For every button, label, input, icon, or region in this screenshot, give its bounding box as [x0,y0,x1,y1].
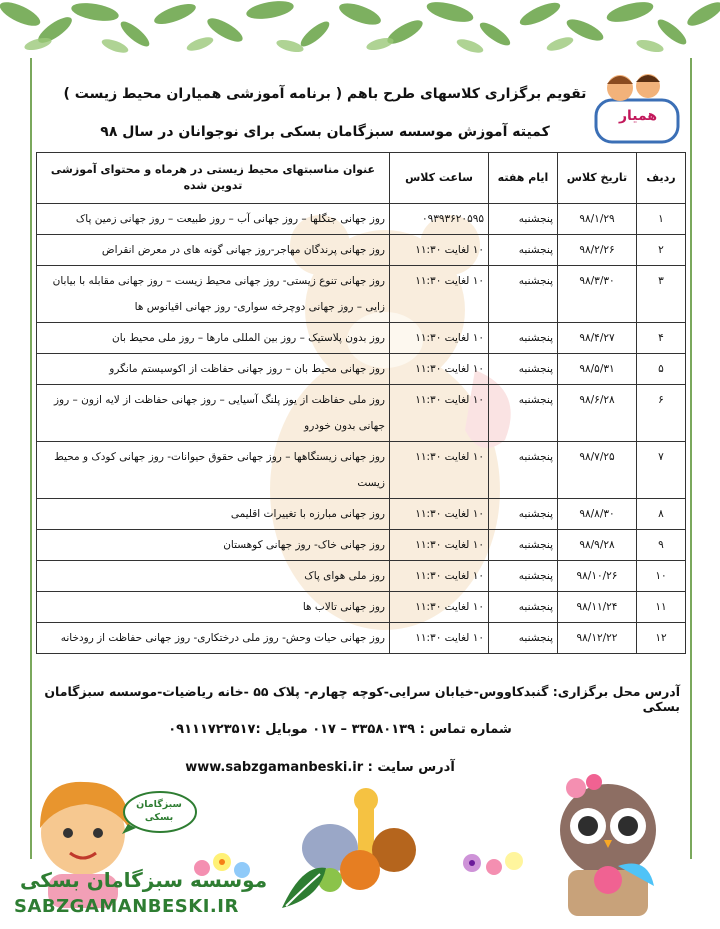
cell-date: ۹۸/۳/۳۰ [558,266,637,323]
cell-time: ۱۰ لغایت ۱۱:۳۰ [390,561,489,592]
header-date: تاریخ کلاس [558,153,637,204]
org-logo-url: SABZGAMANBESKI.IR [14,896,239,917]
cell-day: پنجشنبه [489,561,558,592]
page-title: تقویم برگزاری کلاسهای طرح باهم ( برنامه آموزشی همیاران محیط زیست ) [63,86,587,102]
cell-row: ۹ [637,530,686,561]
cell-row: ۱۰ [637,561,686,592]
cell-date: ۹۸/۲/۲۶ [558,235,637,266]
table-row [37,354,686,385]
cell-title: روز جهانی محیط بان – روز جهانی حفاظت از اکوسیستم مانگرو [37,354,390,385]
cell-day: پنجشنبه [489,235,558,266]
cell-row: ۳ [637,266,686,323]
org-logo-text: موسسه سبزگامان بسکی [20,868,268,892]
cell-time: ۱۰ لغایت ۱۱:۳۰ [390,385,489,442]
table-row [37,442,686,499]
header-time: ساعت کلاس [390,153,489,204]
cell-date: ۹۸/۶/۲۸ [558,385,637,442]
cell-time: ۱۰ لغایت ۱۱:۳۰ [390,530,489,561]
schedule-table [36,152,686,654]
table-row [37,499,686,530]
cell-date: ۹۸/۱۰/۲۶ [558,561,637,592]
cell-title: روز جهانی زیستگاهها – روز جهانی حقوق حیوانات- روز جهانی کودک و محیط زیست [37,442,390,499]
cell-time: ۰۹۳۹۳۶۲۰۵۹۵ [390,204,489,235]
cell-date: ۹۸/۱۲/۲۲ [558,623,637,654]
cell-date: ۹۸/۱۱/۲۴ [558,592,637,623]
cell-day: پنجشنبه [489,592,558,623]
table-header-row [37,153,686,204]
cell-title: روز جهانی تنوع زیستی- روز جهانی محیط زیست – روز جهانی مقابله با بیابان زایی – روز جهانی دوچرخه سواری- روز جهانی اقیانوس ها [37,266,390,323]
left-border [30,58,32,859]
cell-day: پنجشنبه [489,354,558,385]
leaf-garland-decoration [0,0,720,58]
cell-day: پنجشنبه [489,323,558,354]
cell-title: روز جهانی مبارزه با تغییرات اقلیمی [37,499,390,530]
table-row [37,204,686,235]
header-day: ایام هفته [489,153,558,204]
cell-date: ۹۸/۱/۲۹ [558,204,637,235]
owl-illustration-icon [548,770,668,920]
cell-day: پنجشنبه [489,530,558,561]
cell-day: پنجشنبه [489,499,558,530]
cell-row: ۴ [637,323,686,354]
cell-row: ۱۲ [637,623,686,654]
cell-time: ۱۰ لغایت ۱۱:۳۰ [390,499,489,530]
cell-time: ۱۰ لغایت ۱۱:۳۰ [390,266,489,323]
table-row [37,235,686,266]
cell-day: پنجشنبه [489,385,558,442]
cell-date: ۹۸/۹/۲۸ [558,530,637,561]
cell-title: روز جهانی پرندگان مهاجر-روز جهانی گونه های در معرض انقراض [37,235,390,266]
cell-row: ۱۱ [637,592,686,623]
cell-date: ۹۸/۷/۲۵ [558,442,637,499]
cell-title: روز جهانی حیات وحش- روز ملی درختکاری- روز جهانی حفاظت از رودخانه [37,623,390,654]
cell-title: روز جهانی جنگلها – روز جهانی آب – روز طبیعت – روز جهانی زمین پاک [37,204,390,235]
table-row [37,592,686,623]
cell-day: پنجشنبه [489,442,558,499]
site-url-link[interactable]: www.sabzgamanbeski.ir [185,760,364,775]
cell-row: ۱ [637,204,686,235]
cell-row: ۷ [637,442,686,499]
org-logo-icon [272,862,334,918]
cell-time: ۱۰ لغایت ۱۱:۳۰ [390,323,489,354]
cell-title: روز ملی هوای پاک [37,561,390,592]
cell-time: ۱۰ لغایت ۱۱:۳۰ [390,592,489,623]
page-subtitle: کمیته آموزش موسسه سبزگامان بسکی برای نوجوانان در سال ۹۸ [100,124,550,140]
table-row [37,385,686,442]
cell-time: ۱۰ لغایت ۱۱:۳۰ [390,235,489,266]
table-row [37,623,686,654]
cell-title: روز بدون پلاستیک – روز بین المللی مارها – روز ملی محیط بان [37,323,390,354]
cell-day: پنجشنبه [489,623,558,654]
cell-date: ۹۸/۵/۳۱ [558,354,637,385]
cell-day: پنجشنبه [489,266,558,323]
cell-title: روز ملی حفاظت از یوز پلنگ آسیایی – روز جهانی حفاظت از لایه ازون – روز جهانی بدون خودرو [37,385,390,442]
table-row [37,561,686,592]
badge-label: همیار [618,108,658,124]
table-row [37,323,686,354]
right-border [690,58,692,859]
cell-date: ۹۸/۴/۲۷ [558,323,637,354]
contact-phone: شماره تماس : ۳۳۵۸۰۱۳۹ – ۰۱۷ موبایل :۰۹۱۱۱۷۲۳۵۱۷ [168,722,512,737]
venue-address: آدرس محل برگزاری: گنبدکاووس-خیابان سرایی-کوچه چهارم- پلاک ۵۵ -خانه ریاضیات-موسسه سبزگامان بسکی [44,684,680,714]
table-row [37,530,686,561]
cell-time: ۱۰ لغایت ۱۱:۳۰ [390,354,489,385]
cell-row: ۶ [637,385,686,442]
site-label: آدرس سایت : [367,760,455,775]
cell-row: ۲ [637,235,686,266]
header-row-number: ردیف [637,153,686,204]
bubble-text: سبزگامان بسکی [136,799,182,823]
header-title: عنوان مناسبتهای محیط زیستی در هرماه و محتوای آموزشی تدوین شده [37,153,390,204]
cell-row: ۸ [637,499,686,530]
cell-row: ۵ [637,354,686,385]
cell-title: روز جهانی خاک- روز جهانی کوهستان [37,530,390,561]
table-row [37,266,686,323]
cell-day: پنجشنبه [489,204,558,235]
flowers-icon [458,845,528,881]
cell-title: روز جهانی تالاب ها [37,592,390,623]
cell-time: ۱۰ لغایت ۱۱:۳۰ [390,442,489,499]
site-line [40,760,600,775]
cell-time: ۱۰ لغایت ۱۱:۳۰ [390,623,489,654]
cell-date: ۹۸/۸/۳۰ [558,499,637,530]
